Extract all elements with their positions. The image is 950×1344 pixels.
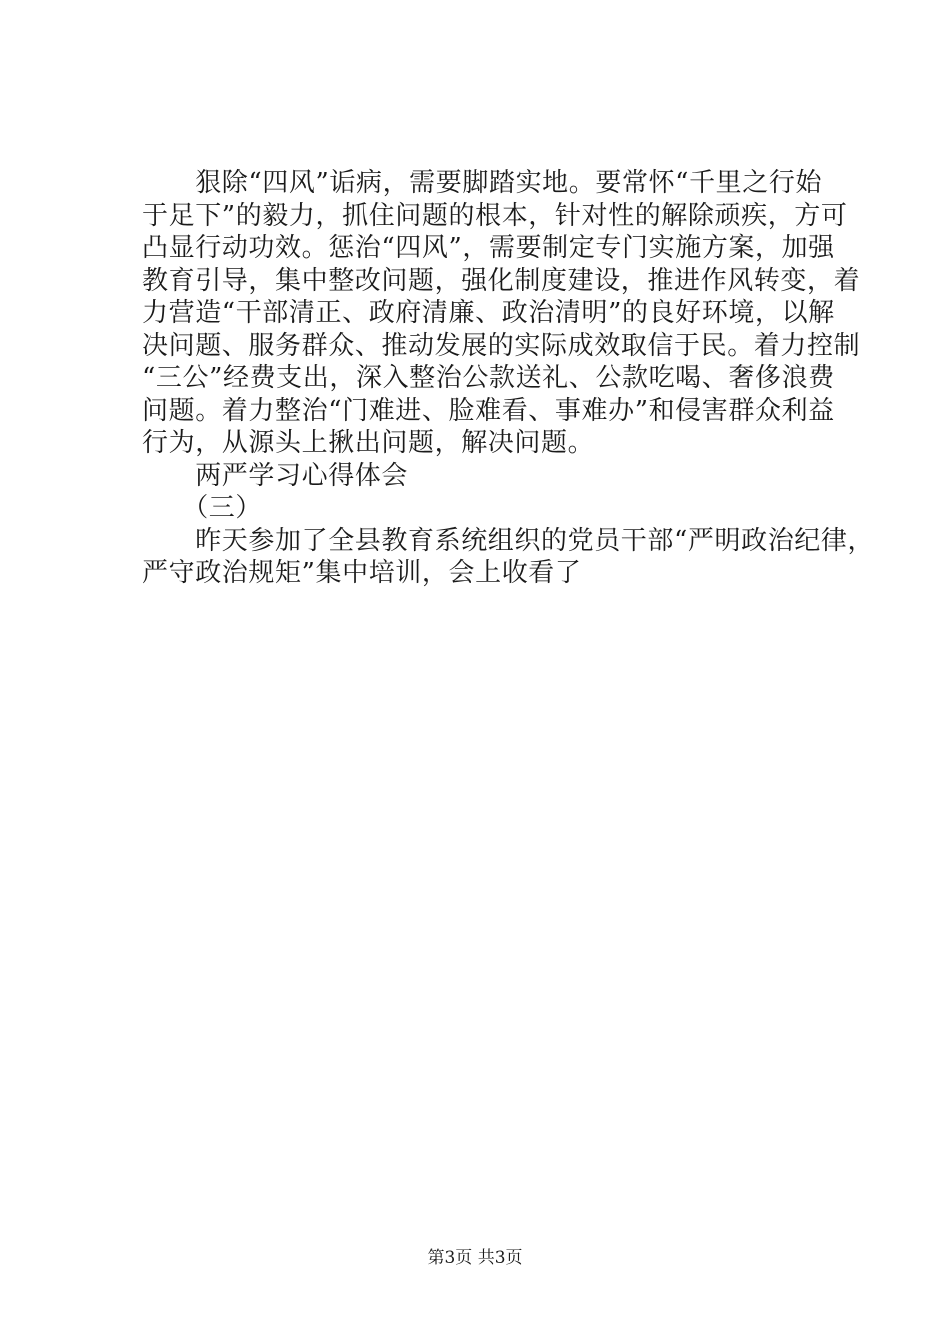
paragraph-line: 昨天参加了全县教育系统组织的党员干部“严明政治纪律， bbox=[142, 525, 875, 556]
paragraph-line: 行为，从源头上揪出问题，解决问题。 bbox=[142, 428, 595, 458]
page-number-label: 第3页 共3页 bbox=[427, 1248, 523, 1268]
paragraph-line: 凸显行动功效。惩治“四风”，需要制定专门实施方案，加强 bbox=[142, 233, 835, 263]
paragraph-line: “三公”经费支出，深入整治公款送礼、公款吃喝、奢侈浪费 bbox=[142, 363, 835, 393]
paragraph-line: 教育引导，集中整改问题，强化制度建设，推进作风转变，着 bbox=[142, 265, 861, 296]
section-number: （三） bbox=[142, 493, 263, 523]
page-footer bbox=[0, 1243, 950, 1268]
paragraph-line: 严守政治规矩”集中培训，会上收看了 bbox=[142, 558, 582, 588]
paragraph-line: 问题。着力整治“门难进、脸难看、事难办”和侵害群众利益 bbox=[142, 395, 835, 426]
paragraph-line: 狠除“四风”诟病，需要脚踏实地。要常怀“千里之行始 bbox=[142, 168, 823, 198]
section-heading: 两严学习心得体会 bbox=[142, 460, 409, 491]
paragraph-line: 力营造“干部清正、政府清廉、政治清明”的良好环境，以解 bbox=[142, 298, 835, 328]
paragraph-line: 于足下”的毅力，抓住问题的根本，针对性的解除顽疾，方可 bbox=[142, 200, 848, 231]
document-body bbox=[142, 167, 875, 590]
paragraph-line: 决问题、服务群众、推动发展的实际成效取信于民。着力控制 bbox=[142, 330, 861, 361]
